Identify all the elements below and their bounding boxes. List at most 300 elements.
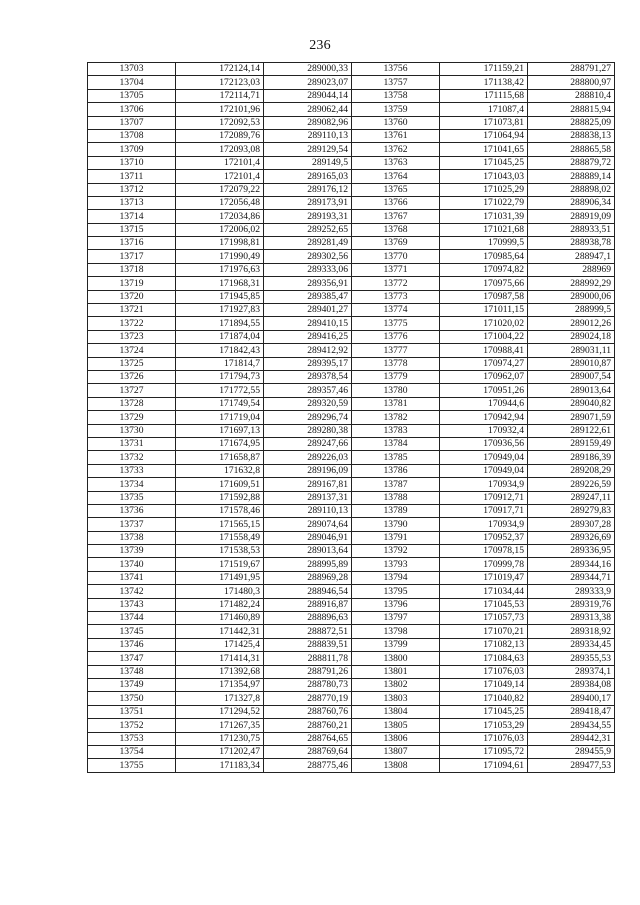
table-row [88,478,615,491]
x-coordinate-cell: 172124,14 [176,63,264,76]
coordinates-table-body [88,63,615,773]
y-coordinate-cell: 289395,17 [264,357,352,370]
point-id-cell: 13729 [88,411,176,424]
point-id-cell: 13782 [352,411,440,424]
point-id-cell: 13725 [88,357,176,370]
x-coordinate-cell: 171041,65 [440,143,528,156]
x-coordinate-cell: 171658,87 [176,451,264,464]
point-id-cell: 13723 [88,330,176,343]
y-coordinate-cell: 289326,69 [528,531,615,544]
y-coordinate-cell: 289252,65 [264,223,352,236]
x-coordinate-cell: 170978,15 [440,545,528,558]
x-coordinate-cell: 170985,64 [440,250,528,263]
x-coordinate-cell: 171082,13 [440,638,528,651]
x-coordinate-cell: 171945,85 [176,290,264,303]
table-row [88,63,615,76]
y-coordinate-cell: 289385,47 [264,290,352,303]
x-coordinate-cell: 172092,53 [176,116,264,129]
y-coordinate-cell: 289167,81 [264,478,352,491]
y-coordinate-cell: 289074,64 [264,518,352,531]
point-id-cell: 13792 [352,545,440,558]
y-coordinate-cell: 289455,9 [528,745,615,758]
x-coordinate-cell: 171772,55 [176,384,264,397]
x-coordinate-cell: 170975,66 [440,277,528,290]
y-coordinate-cell: 289046,91 [264,531,352,544]
y-coordinate-cell: 288992,29 [528,277,615,290]
point-id-cell: 13703 [88,63,176,76]
point-id-cell: 13733 [88,464,176,477]
y-coordinate-cell: 289122,61 [528,424,615,437]
x-coordinate-cell: 171043,03 [440,170,528,183]
y-coordinate-cell: 289410,15 [264,317,352,330]
x-coordinate-cell: 171632,8 [176,464,264,477]
x-coordinate-cell: 171267,35 [176,719,264,732]
y-coordinate-cell: 289355,53 [528,652,615,665]
y-coordinate-cell: 289110,13 [264,129,352,142]
point-id-cell: 13759 [352,103,440,116]
x-coordinate-cell: 170934,9 [440,518,528,531]
x-coordinate-cell: 171294,52 [176,705,264,718]
point-id-cell: 13808 [352,759,440,772]
point-id-cell: 13711 [88,170,176,183]
y-coordinate-cell: 288760,76 [264,705,352,718]
point-id-cell: 13791 [352,531,440,544]
table-row [88,129,615,142]
y-coordinate-cell: 288938,78 [528,237,615,250]
point-id-cell: 13754 [88,745,176,758]
table-row [88,89,615,102]
point-id-cell: 13787 [352,478,440,491]
y-coordinate-cell: 289296,74 [264,411,352,424]
table-row [88,183,615,196]
x-coordinate-cell: 170932,4 [440,424,528,437]
x-coordinate-cell: 170952,37 [440,531,528,544]
x-coordinate-cell: 171927,83 [176,304,264,317]
point-id-cell: 13714 [88,210,176,223]
x-coordinate-cell: 171230,75 [176,732,264,745]
x-coordinate-cell: 171814,7 [176,357,264,370]
x-coordinate-cell: 171976,63 [176,263,264,276]
point-id-cell: 13736 [88,504,176,517]
point-id-cell: 13715 [88,223,176,236]
point-id-cell: 13777 [352,344,440,357]
table-row [88,612,615,625]
y-coordinate-cell: 289442,31 [528,732,615,745]
x-coordinate-cell: 171004,22 [440,330,528,343]
y-coordinate-cell: 289159,49 [528,437,615,450]
table-row [88,344,615,357]
point-id-cell: 13756 [352,63,440,76]
y-coordinate-cell: 288898,02 [528,183,615,196]
table-row [88,518,615,531]
point-id-cell: 13764 [352,170,440,183]
y-coordinate-cell: 288947,1 [528,250,615,263]
y-coordinate-cell: 288879,72 [528,156,615,169]
coordinates-table [87,62,615,773]
y-coordinate-cell: 289247,66 [264,437,352,450]
x-coordinate-cell: 171159,21 [440,63,528,76]
point-id-cell: 13744 [88,612,176,625]
x-coordinate-cell: 170944,6 [440,397,528,410]
table-row [88,585,615,598]
point-id-cell: 13719 [88,277,176,290]
y-coordinate-cell: 289280,38 [264,424,352,437]
table-row [88,705,615,718]
y-coordinate-cell: 288815,94 [528,103,615,116]
x-coordinate-cell: 171578,46 [176,504,264,517]
y-coordinate-cell: 289149,5 [264,156,352,169]
table-row [88,170,615,183]
point-id-cell: 13788 [352,491,440,504]
y-coordinate-cell: 288946,54 [264,585,352,598]
point-id-cell: 13752 [88,719,176,732]
x-coordinate-cell: 170987,58 [440,290,528,303]
y-coordinate-cell: 289012,26 [528,317,615,330]
x-coordinate-cell: 171558,49 [176,531,264,544]
point-id-cell: 13766 [352,196,440,209]
table-row [88,103,615,116]
point-id-cell: 13737 [88,518,176,531]
y-coordinate-cell: 289384,08 [528,678,615,691]
point-id-cell: 13705 [88,89,176,102]
y-coordinate-cell: 289307,28 [528,518,615,531]
table-row [88,116,615,129]
x-coordinate-cell: 171327,8 [176,692,264,705]
table-row [88,424,615,437]
x-coordinate-cell: 171025,29 [440,183,528,196]
point-id-cell: 13738 [88,531,176,544]
x-coordinate-cell: 171414,31 [176,652,264,665]
table-row [88,625,615,638]
y-coordinate-cell: 288780,73 [264,678,352,691]
point-id-cell: 13793 [352,558,440,571]
point-id-cell: 13781 [352,397,440,410]
table-row [88,759,615,772]
y-coordinate-cell: 289378,54 [264,370,352,383]
point-id-cell: 13800 [352,652,440,665]
x-coordinate-cell: 171674,95 [176,437,264,450]
y-coordinate-cell: 289357,46 [264,384,352,397]
x-coordinate-cell: 171392,68 [176,665,264,678]
table-row [88,237,615,250]
point-id-cell: 13747 [88,652,176,665]
y-coordinate-cell: 288933,51 [528,223,615,236]
y-coordinate-cell: 288769,64 [264,745,352,758]
table-row [88,638,615,651]
y-coordinate-cell: 288791,27 [528,63,615,76]
table-row [88,598,615,611]
x-coordinate-cell: 171084,63 [440,652,528,665]
x-coordinate-cell: 171874,04 [176,330,264,343]
point-id-cell: 13745 [88,625,176,638]
point-id-cell: 13798 [352,625,440,638]
table-row [88,678,615,691]
point-id-cell: 13712 [88,183,176,196]
y-coordinate-cell: 289010,87 [528,357,615,370]
point-id-cell: 13726 [88,370,176,383]
table-row [88,665,615,678]
y-coordinate-cell: 288919,09 [528,210,615,223]
x-coordinate-cell: 170951,26 [440,384,528,397]
x-coordinate-cell: 171794,73 [176,370,264,383]
point-id-cell: 13799 [352,638,440,651]
table-row [88,317,615,330]
y-coordinate-cell: 289318,92 [528,625,615,638]
table-row [88,464,615,477]
y-coordinate-cell: 289302,56 [264,250,352,263]
x-coordinate-cell: 170949,04 [440,451,528,464]
y-coordinate-cell: 288865,58 [528,143,615,156]
point-id-cell: 13780 [352,384,440,397]
x-coordinate-cell: 171425,4 [176,638,264,651]
point-id-cell: 13797 [352,612,440,625]
x-coordinate-cell: 172034,86 [176,210,264,223]
y-coordinate-cell: 289416,25 [264,330,352,343]
point-id-cell: 13762 [352,143,440,156]
point-id-cell: 13784 [352,437,440,450]
x-coordinate-cell: 171202,47 [176,745,264,758]
x-coordinate-cell: 171719,04 [176,411,264,424]
y-coordinate-cell: 289000,06 [528,290,615,303]
point-id-cell: 13735 [88,491,176,504]
y-coordinate-cell: 288810,4 [528,89,615,102]
table-row [88,263,615,276]
y-coordinate-cell: 288839,51 [264,638,352,651]
y-coordinate-cell: 289334,45 [528,638,615,651]
page-number: 236 [309,38,331,53]
x-coordinate-cell: 171697,13 [176,424,264,437]
x-coordinate-cell: 172101,4 [176,170,264,183]
y-coordinate-cell: 288896,63 [264,612,352,625]
x-coordinate-cell: 171070,21 [440,625,528,638]
y-coordinate-cell: 288825,09 [528,116,615,129]
table-row [88,437,615,450]
x-coordinate-cell: 171491,95 [176,571,264,584]
point-id-cell: 13807 [352,745,440,758]
x-coordinate-cell: 171442,31 [176,625,264,638]
x-coordinate-cell: 171045,53 [440,598,528,611]
point-id-cell: 13708 [88,129,176,142]
y-coordinate-cell: 289193,31 [264,210,352,223]
table-row [88,290,615,303]
y-coordinate-cell: 289333,9 [528,585,615,598]
x-coordinate-cell: 171183,34 [176,759,264,772]
y-coordinate-cell: 289400,17 [528,692,615,705]
y-coordinate-cell: 289374,1 [528,665,615,678]
y-coordinate-cell: 289000,33 [264,63,352,76]
point-id-cell: 13755 [88,759,176,772]
point-id-cell: 13795 [352,585,440,598]
point-id-cell: 13722 [88,317,176,330]
y-coordinate-cell: 289176,12 [264,183,352,196]
point-id-cell: 13724 [88,344,176,357]
table-row [88,143,615,156]
point-id-cell: 13768 [352,223,440,236]
table-row [88,223,615,236]
x-coordinate-cell: 172089,76 [176,129,264,142]
y-coordinate-cell: 289007,54 [528,370,615,383]
y-coordinate-cell: 289024,18 [528,330,615,343]
point-id-cell: 13728 [88,397,176,410]
y-coordinate-cell: 289110,13 [264,504,352,517]
x-coordinate-cell: 170962,07 [440,370,528,383]
y-coordinate-cell: 289173,91 [264,196,352,209]
point-id-cell: 13772 [352,277,440,290]
table-row [88,451,615,464]
y-coordinate-cell: 289031,11 [528,344,615,357]
x-coordinate-cell: 170974,27 [440,357,528,370]
point-id-cell: 13741 [88,571,176,584]
point-id-cell: 13773 [352,290,440,303]
table-row [88,652,615,665]
x-coordinate-cell: 171045,25 [440,156,528,169]
point-id-cell: 13739 [88,545,176,558]
point-id-cell: 13778 [352,357,440,370]
point-id-cell: 13796 [352,598,440,611]
x-coordinate-cell: 171064,94 [440,129,528,142]
x-coordinate-cell: 170999,5 [440,237,528,250]
point-id-cell: 13734 [88,478,176,491]
point-id-cell: 13757 [352,76,440,89]
x-coordinate-cell: 172093,08 [176,143,264,156]
point-id-cell: 13802 [352,678,440,691]
table-row [88,732,615,745]
point-id-cell: 13776 [352,330,440,343]
x-coordinate-cell: 170936,56 [440,437,528,450]
x-coordinate-cell: 171480,3 [176,585,264,598]
point-id-cell: 13779 [352,370,440,383]
x-coordinate-cell: 172123,03 [176,76,264,89]
table-row [88,545,615,558]
x-coordinate-cell: 171482,24 [176,598,264,611]
point-id-cell: 13805 [352,719,440,732]
y-coordinate-cell: 289196,09 [264,464,352,477]
table-row [88,76,615,89]
point-id-cell: 13709 [88,143,176,156]
point-id-cell: 13718 [88,263,176,276]
x-coordinate-cell: 171990,49 [176,250,264,263]
x-coordinate-cell: 170934,9 [440,478,528,491]
y-coordinate-cell: 289333,06 [264,263,352,276]
x-coordinate-cell: 171057,73 [440,612,528,625]
point-id-cell: 13720 [88,290,176,303]
table-row [88,571,615,584]
y-coordinate-cell: 288969,28 [264,571,352,584]
x-coordinate-cell: 170942,94 [440,411,528,424]
x-coordinate-cell: 170917,71 [440,504,528,517]
x-coordinate-cell: 171354,97 [176,678,264,691]
point-id-cell: 13765 [352,183,440,196]
table-row [88,719,615,732]
x-coordinate-cell: 171087,4 [440,103,528,116]
y-coordinate-cell: 289129,54 [264,143,352,156]
y-coordinate-cell: 288770,19 [264,692,352,705]
table-row [88,531,615,544]
point-id-cell: 13731 [88,437,176,450]
x-coordinate-cell: 171034,44 [440,585,528,598]
x-coordinate-cell: 171049,14 [440,678,528,691]
table-row [88,304,615,317]
y-coordinate-cell: 289044,14 [264,89,352,102]
x-coordinate-cell: 171609,51 [176,478,264,491]
point-id-cell: 13803 [352,692,440,705]
y-coordinate-cell: 288791,26 [264,665,352,678]
point-id-cell: 13717 [88,250,176,263]
point-id-cell: 13706 [88,103,176,116]
y-coordinate-cell: 289401,27 [264,304,352,317]
point-id-cell: 13770 [352,250,440,263]
y-coordinate-cell: 289418,47 [528,705,615,718]
point-id-cell: 13710 [88,156,176,169]
y-coordinate-cell: 288764,65 [264,732,352,745]
x-coordinate-cell: 171460,89 [176,612,264,625]
x-coordinate-cell: 171022,79 [440,196,528,209]
point-id-cell: 13748 [88,665,176,678]
point-id-cell: 13751 [88,705,176,718]
y-coordinate-cell: 288995,89 [264,558,352,571]
x-coordinate-cell: 171019,47 [440,571,528,584]
point-id-cell: 13804 [352,705,440,718]
y-coordinate-cell: 288969 [528,263,615,276]
y-coordinate-cell: 288916,87 [264,598,352,611]
point-id-cell: 13806 [352,732,440,745]
y-coordinate-cell: 289082,96 [264,116,352,129]
point-id-cell: 13743 [88,598,176,611]
x-coordinate-cell: 171053,29 [440,719,528,732]
x-coordinate-cell: 171073,81 [440,116,528,129]
y-coordinate-cell: 288775,46 [264,759,352,772]
point-id-cell: 13790 [352,518,440,531]
table-row [88,196,615,209]
point-id-cell: 13763 [352,156,440,169]
point-id-cell: 13727 [88,384,176,397]
x-coordinate-cell: 171519,67 [176,558,264,571]
x-coordinate-cell: 171749,54 [176,397,264,410]
y-coordinate-cell: 289023,07 [264,76,352,89]
x-coordinate-cell: 171021,68 [440,223,528,236]
y-coordinate-cell: 289434,55 [528,719,615,732]
point-id-cell: 13746 [88,638,176,651]
x-coordinate-cell: 171031,39 [440,210,528,223]
x-coordinate-cell: 171842,43 [176,344,264,357]
table-row [88,370,615,383]
y-coordinate-cell: 289356,91 [264,277,352,290]
y-coordinate-cell: 289013,64 [528,384,615,397]
y-coordinate-cell: 289013,64 [264,545,352,558]
y-coordinate-cell: 289186,39 [528,451,615,464]
point-id-cell: 13707 [88,116,176,129]
point-id-cell: 13789 [352,504,440,517]
table-row [88,397,615,410]
table-row [88,210,615,223]
table-row [88,330,615,343]
point-id-cell: 13771 [352,263,440,276]
x-coordinate-cell: 171968,31 [176,277,264,290]
x-coordinate-cell: 170912,71 [440,491,528,504]
table-row [88,491,615,504]
y-coordinate-cell: 289281,49 [264,237,352,250]
x-coordinate-cell: 171045,25 [440,705,528,718]
y-coordinate-cell: 289165,03 [264,170,352,183]
x-coordinate-cell: 171592,88 [176,491,264,504]
y-coordinate-cell: 289412,92 [264,344,352,357]
x-coordinate-cell: 170949,04 [440,464,528,477]
x-coordinate-cell: 172056,48 [176,196,264,209]
x-coordinate-cell: 170974,82 [440,263,528,276]
x-coordinate-cell: 171565,15 [176,518,264,531]
point-id-cell: 13730 [88,424,176,437]
table-row [88,558,615,571]
